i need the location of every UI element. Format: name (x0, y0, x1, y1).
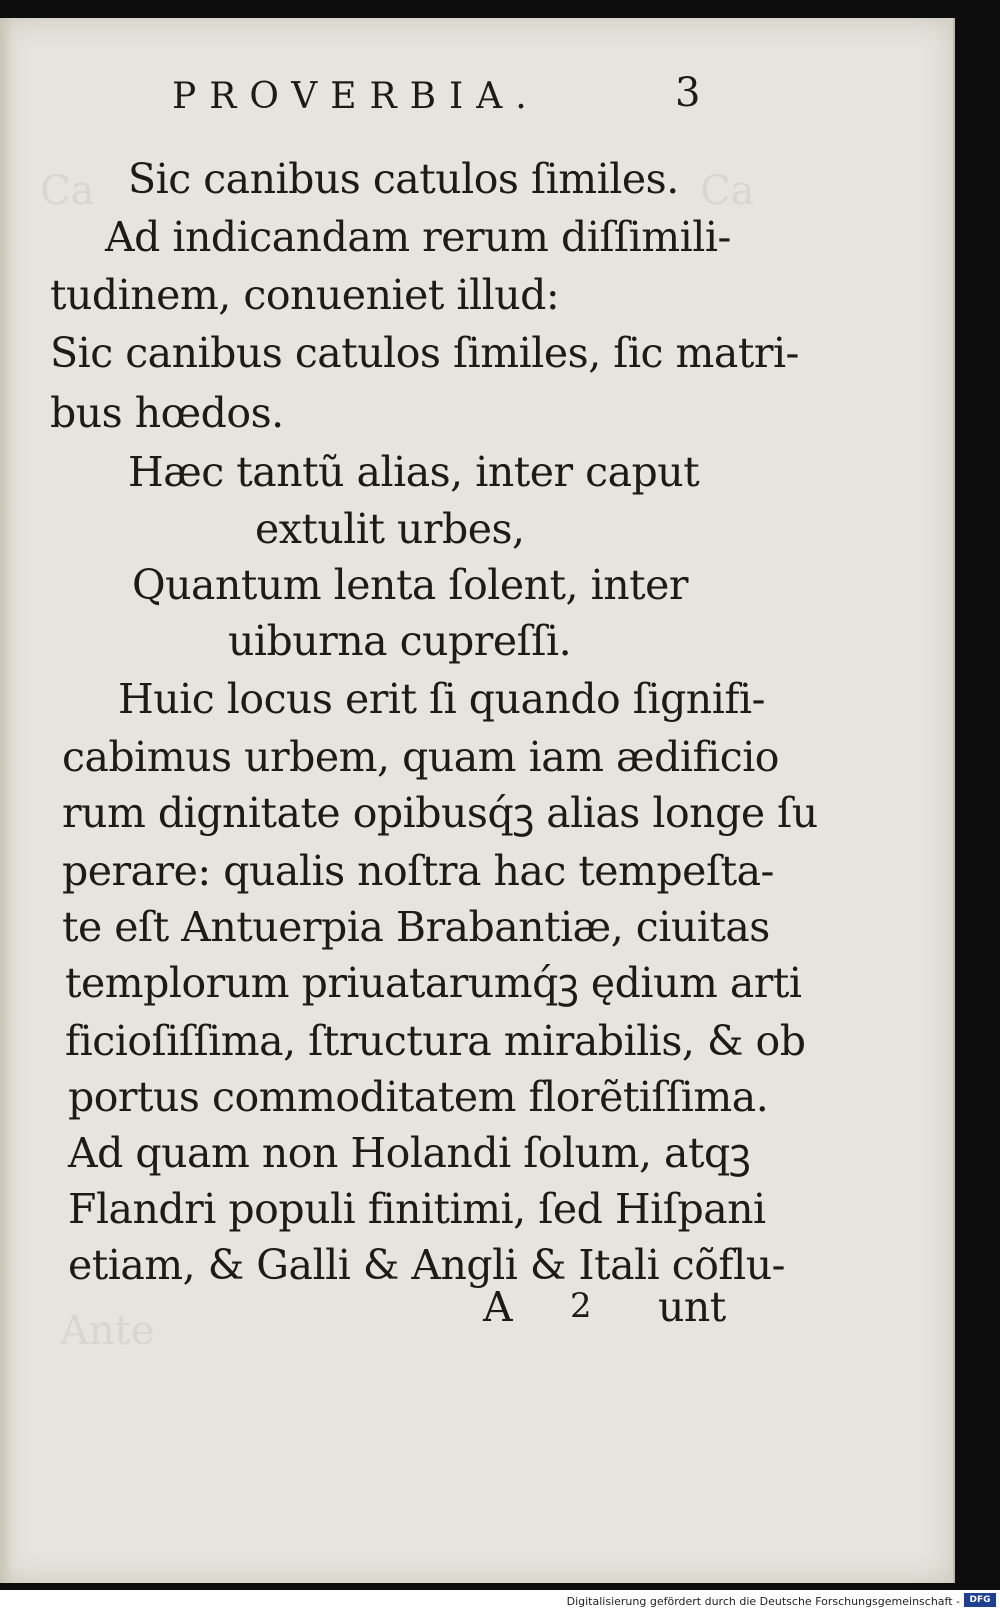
text-line: ficioſiſſima, ſtructura mirabilis, & ob (65, 1017, 806, 1065)
folio-number: 3 (675, 70, 700, 116)
dfg-logo: DFG (964, 1593, 996, 1607)
show-through-mark: Ca (40, 168, 95, 214)
text-line: Sic canibus catulos ſimiles. (128, 155, 679, 203)
text-line: Ad indicandam rerum diſſimili‐ (105, 213, 731, 261)
catchword: unt (658, 1283, 726, 1331)
text-line: portus commoditatem florẽtiſſima. (68, 1073, 769, 1121)
text-line: Huic locus erit ſi quando ſignifi‐ (118, 675, 765, 723)
text-line: cabimus urbem, quam iam ædificio (62, 733, 779, 781)
verse-line: uiburna cupreſſi. (228, 617, 572, 665)
verse-line: Hæc tantũ alias, inter caput (128, 448, 700, 496)
text-line: te eſt Antuerpia Brabantiæ, ciuitas (62, 903, 770, 951)
show-through-mark: Ante (60, 1308, 155, 1354)
book-page (0, 18, 955, 1583)
text-line: Flandri populi finitimi, ſed Hiſpani (68, 1185, 766, 1233)
show-through-mark: Ca (700, 168, 755, 214)
running-head: PROVERBIA. (172, 76, 540, 117)
text-line: Ad quam non Holandi ſolum, atqꝫ (68, 1129, 751, 1177)
text-line: perare: qualis noſtra hac tempeſta‐ (62, 847, 774, 895)
signature-mark: A (483, 1283, 513, 1331)
text-line: rum dignitate opibusq́ꝫ alias longe ſu (62, 789, 818, 837)
verse-line: extulit urbes, (255, 505, 525, 553)
funding-credit: Digitalisierung gefördert durch die Deutsche Forschungsgemeinschaft - (566, 1595, 960, 1608)
text-line: bus hœdos. (50, 389, 284, 437)
text-line: tudinem, conueniet illud: (50, 271, 560, 319)
text-line: templorum priuatarumq́ꝫ ędium arti (65, 959, 802, 1007)
text-line: etiam, & Galli & Angli & Itali cõflu‐ (68, 1241, 785, 1289)
text-line: Sic canibus catulos ſimiles, ſic matri‐ (50, 329, 799, 377)
signature-number: 2 (570, 1286, 592, 1326)
footer-bar (0, 1590, 1000, 1610)
verse-line: Quantum lenta ſolent, inter (132, 561, 688, 609)
